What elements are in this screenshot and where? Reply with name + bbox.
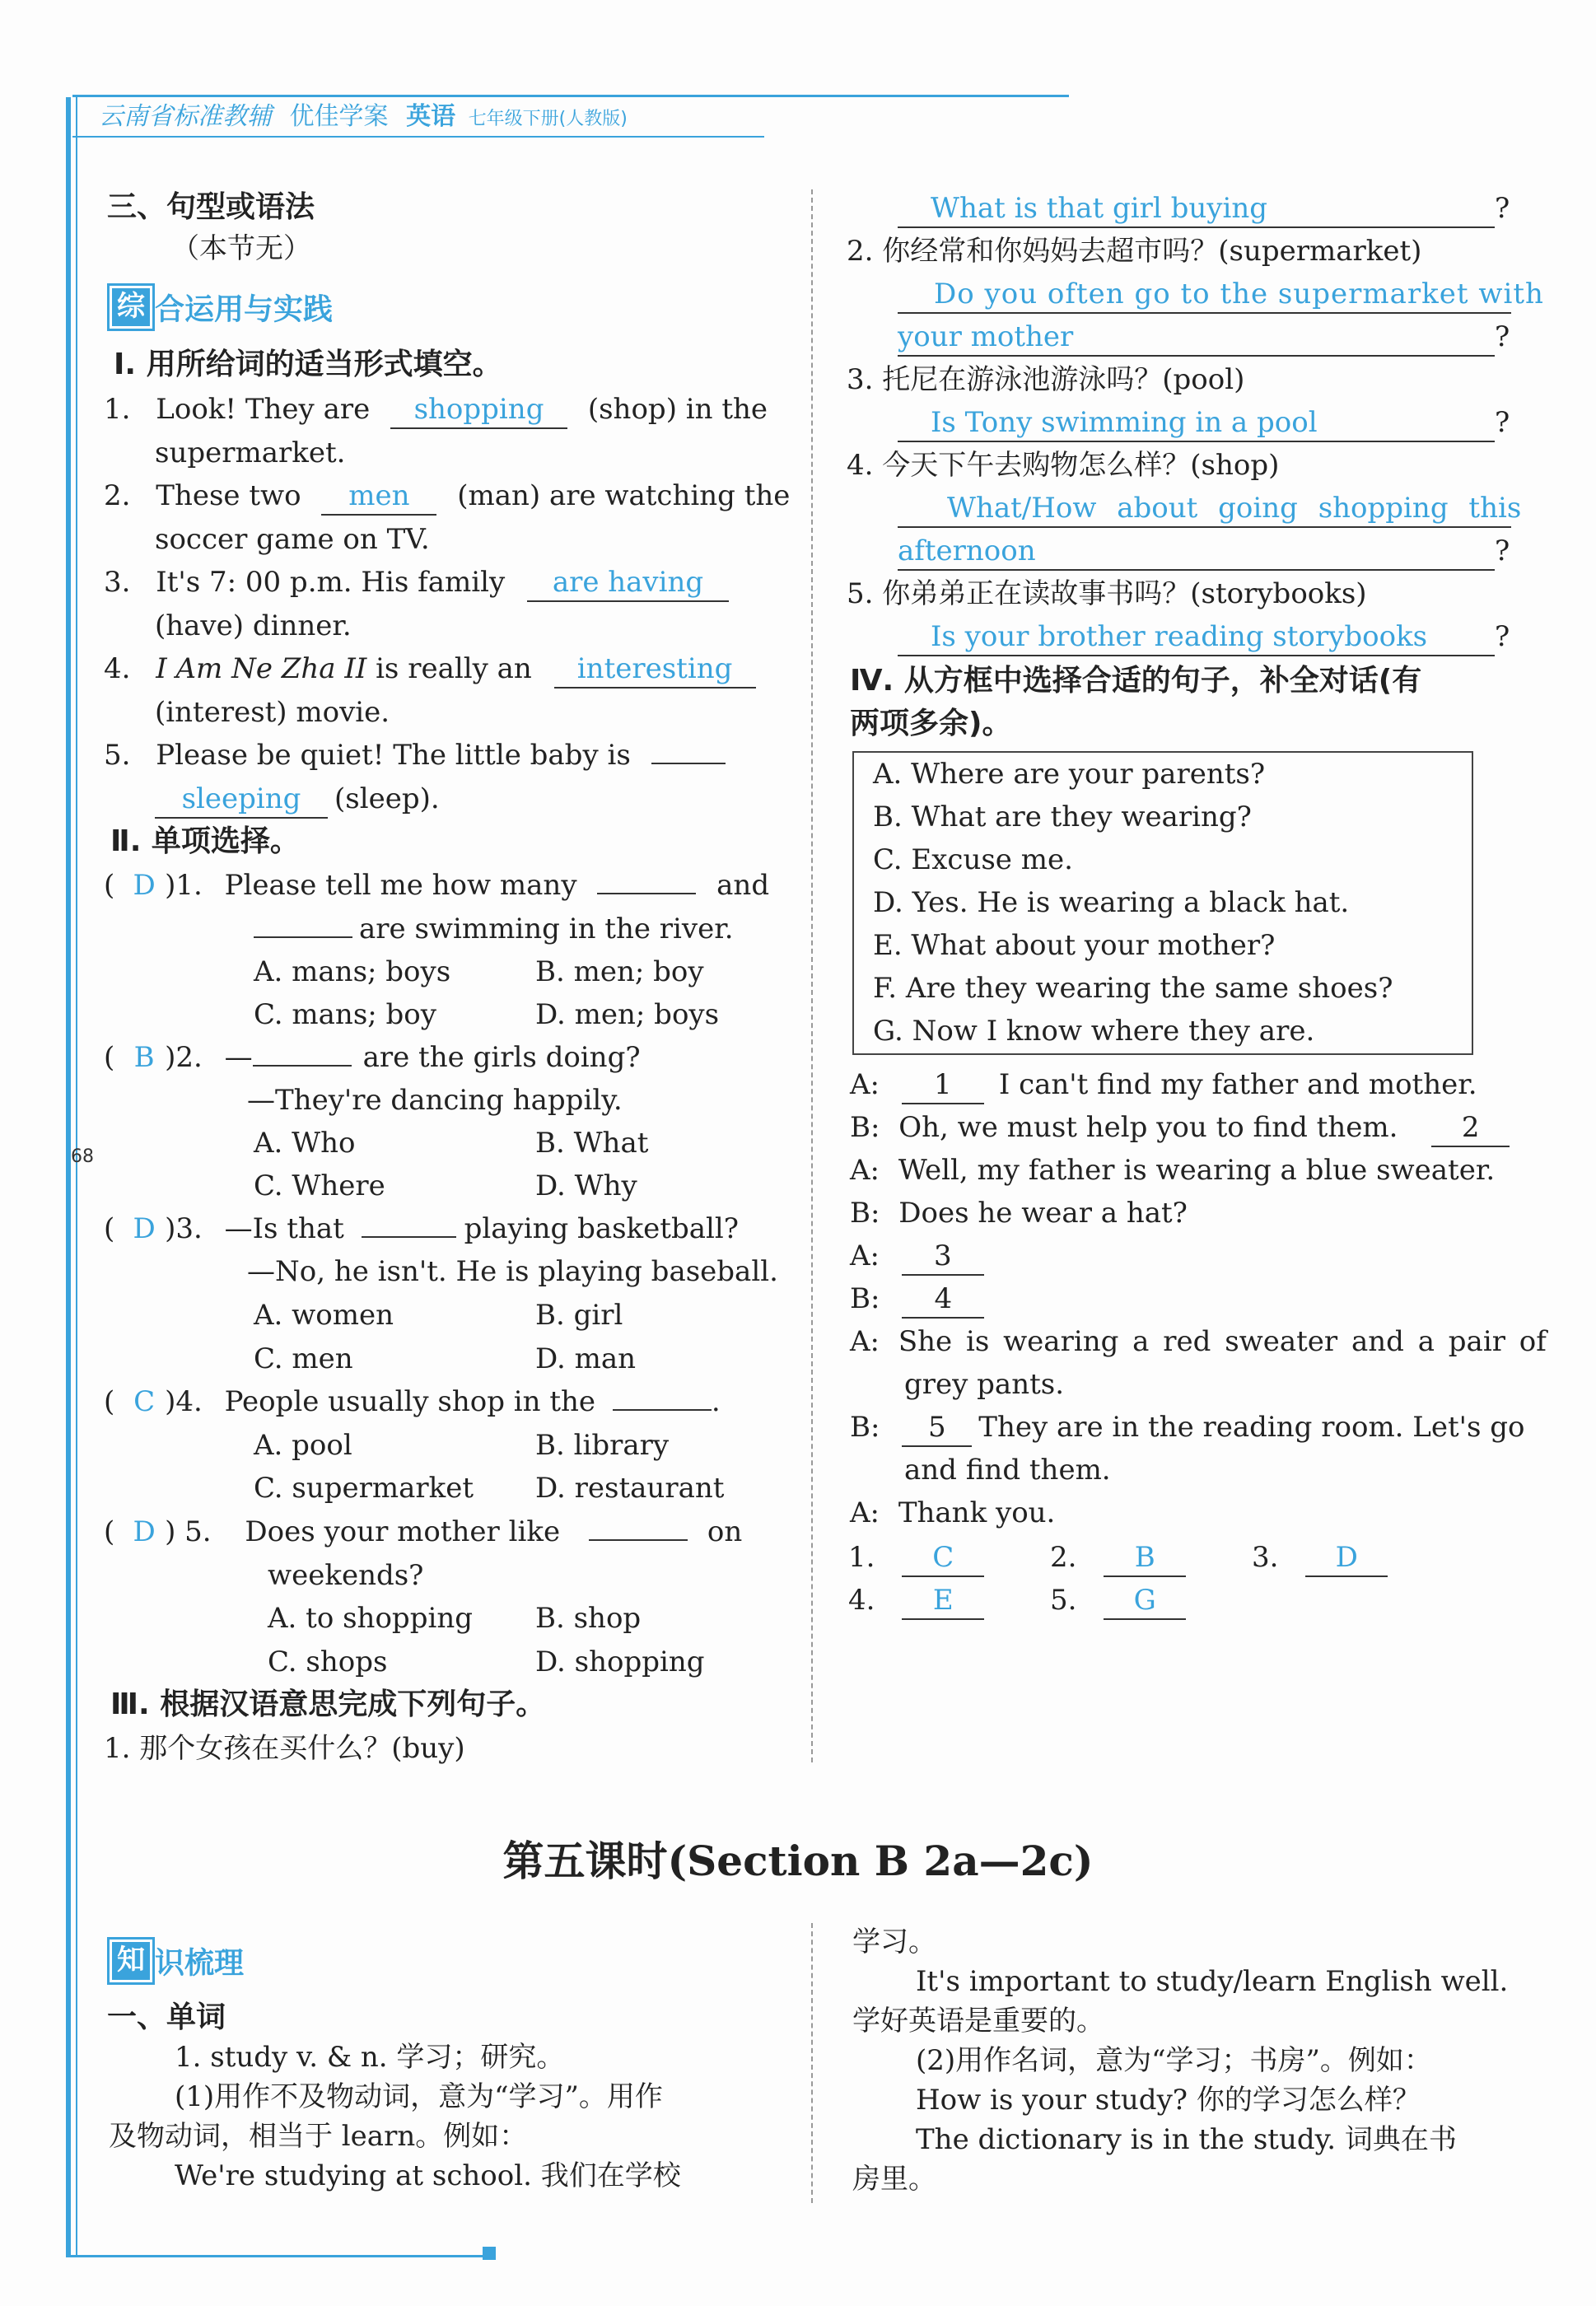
translate-question-1: 1. 那个女孩在买什么？(buy) [104, 1732, 465, 1765]
vocab-right-6: The dictionary is in the study. 词典在书 [916, 2123, 1457, 2156]
answer-key-4: 4. E [848, 1580, 984, 1621]
practice-label: 合运用与实践 [155, 292, 334, 327]
mc-1-option-d: D. men; boys [535, 998, 720, 1031]
dialog-line-6: B: 4 [850, 1278, 984, 1319]
header-brand: 优佳学案 [289, 102, 389, 131]
mc-2-option-d: D. Why [535, 1169, 637, 1202]
page-header [99, 99, 628, 138]
mc-4-option-b: B. library [535, 1429, 670, 1462]
mc-answer-1: D [133, 869, 156, 902]
knowledge-label: 识梳理 [155, 1946, 245, 1981]
vocab-right-1: 学习。 [852, 1926, 936, 1958]
translate-question-5: 5. 你弟弟正在读故事书吗？(storybooks) [847, 577, 1367, 610]
header-rule [72, 95, 1069, 97]
answer-shopping: shopping [390, 391, 567, 429]
translate-question-4: 4. 今天下午去购物怎么样？(shop) [847, 449, 1280, 482]
mc-4-option-a: A. pool [254, 1429, 352, 1462]
fill-question-4-cont: (interest) movie. [155, 696, 390, 729]
mc-3-option-d: D. man [535, 1342, 637, 1375]
answer-are-having: are having [527, 564, 729, 602]
mc-answer-5: D [133, 1515, 156, 1548]
dialog-line-5: A: 3 [850, 1235, 984, 1277]
fill-question-1: 1. Look! They are shopping (shop) in the [104, 389, 768, 430]
fill-question-5-cont: sleeping (sleep). [155, 778, 440, 819]
knowledge-heading [107, 1937, 244, 1985]
vocab-right-3: 学好英语是重要的。 [852, 2005, 1104, 2038]
mc-2-option-a: A. Who [254, 1127, 356, 1160]
dialog-line-8-cont: and find them. [904, 1454, 1111, 1487]
fill-question-3-cont: (have) dinner. [155, 609, 352, 642]
mc-4-option-c: C. supermarket [254, 1472, 474, 1505]
answer-key-5: 5. G [1050, 1580, 1186, 1621]
mc-1-option-a: A. mans; boys [254, 955, 451, 988]
footer-rule [66, 2255, 486, 2257]
dialog-line-4: B: Does he wear a hat? [850, 1197, 1188, 1230]
mc-5-option-b: B. shop [535, 1602, 642, 1635]
translate-answer-5: Is your brother reading storybooks ? [898, 616, 1510, 657]
page-sidebar [66, 97, 71, 2255]
practice-heading [107, 283, 333, 331]
lesson-title: 第五课时(Section B 2a—2c) [502, 1837, 1094, 1885]
mc-answer-2: B [133, 1041, 155, 1074]
mc-question-2: ( B )2. — are the girls doing? [104, 1037, 641, 1078]
dialog-line-8: B: 5 They are in the reading room. Let's go [850, 1407, 1525, 1448]
dialog-line-1: A: 1 I can't find my father and mother. [850, 1064, 1477, 1105]
part1-title: Ⅰ. 用所给词的适当形式填空。 [114, 348, 502, 381]
mc-question-1: ( D )1. Please tell me how many and [104, 865, 769, 906]
part2-title: Ⅱ. 单项选择。 [110, 824, 300, 858]
mc-question-5-cont: weekends? [268, 1559, 424, 1592]
answer-key-1: 1. C [848, 1537, 984, 1578]
mc-question-4: ( C )4. People usually shop in the . [104, 1381, 721, 1422]
answer-sleeping: sleeping [155, 781, 328, 819]
mc-answer-4: C [133, 1385, 156, 1418]
translate-answer-2b: your mother ? [898, 316, 1510, 357]
column-divider [811, 189, 813, 1762]
answer-key-3: 3. D [1252, 1537, 1388, 1578]
vocab-paragraph-2: 及物动词，相当于 learn。例如： [109, 2120, 528, 2153]
part4-title-line2: 两项多余)。 [850, 707, 1012, 740]
header-subject: 英语 [406, 102, 456, 131]
option-f: F. Are they wearing the same shoes? [873, 972, 1393, 1005]
translate-answer-1: What is that girl buying ? [898, 188, 1510, 229]
mc-question-1-cont: are swimming in the river. [254, 908, 734, 950]
mc-3-option-a: A. women [254, 1299, 394, 1332]
mc-question-3: ( D )3. —Is that playing basketball? [104, 1208, 739, 1249]
vocab-right-5: How is your study? 你的学习怎么样？ [916, 2084, 1421, 2117]
mc-4-option-d: D. restaurant [535, 1472, 725, 1505]
page-sidebar-line [76, 97, 77, 2255]
vocab-title: 一、单词 [107, 2000, 226, 2034]
option-a: A. Where are your parents? [873, 758, 1266, 791]
option-g: G. Now I know where they are. [873, 1015, 1315, 1048]
dialog-line-7: A: She is wearing a red sweater and a pair of [850, 1325, 1547, 1358]
fill-question-1-cont: supermarket. [155, 436, 346, 469]
translate-answer-4a: What/How about going shopping this [898, 488, 1511, 529]
section3-title: 三、句型或语法 [107, 190, 315, 224]
option-b: B. What are they wearing? [873, 801, 1252, 833]
translate-question-3: 3. 托尼在游泳池游泳吗？(pool) [847, 363, 1245, 396]
mc-question-2-cont: —They're dancing happily. [247, 1084, 623, 1117]
translate-question-2: 2. 你经常和你妈妈去超市吗？(supermarket) [847, 235, 1422, 268]
vocab-example-1: We're studying at school. 我们在学校 [175, 2159, 681, 2192]
translate-answer-2a: Do you often go to the supermarket with [898, 273, 1511, 315]
fill-question-4: 4. I Am Ne Zha II is really an interesting [104, 648, 756, 689]
header-grade: 七年级下册(人教版) [468, 109, 628, 129]
dialog-line-9: A: Thank you. [850, 1496, 1056, 1529]
mc-5-option-c: C. shops [268, 1645, 388, 1678]
option-d: D. Yes. He is wearing a black hat. [873, 886, 1350, 919]
vocab-paragraph-1: (1)用作不及物动词，意为“学习”。用作 [175, 2080, 663, 2113]
practice-badge: 综 [107, 283, 155, 331]
fill-question-2: 2. These two men (man) are watching the [104, 475, 790, 516]
option-c: C. Excuse me. [873, 843, 1073, 876]
vocab-word-1: 1. study v. & n. 学习；研究。 [175, 2041, 565, 2074]
mc-5-option-a: A. to shopping [268, 1602, 473, 1635]
header-series: 云南省标准教辅 [99, 102, 272, 131]
answer-key-2: 2. B [1050, 1537, 1186, 1578]
mc-5-option-d: D. shopping [535, 1645, 705, 1678]
mc-3-option-c: C. men [254, 1342, 353, 1375]
mc-2-option-b: B. What [535, 1127, 649, 1160]
fill-question-2-cont: soccer game on TV. [155, 523, 430, 556]
option-e: E. What about your mother? [873, 929, 1276, 962]
vocab-right-2: It's important to study/learn English well. [916, 1965, 1509, 1998]
mc-1-option-b: B. men; boy [535, 955, 704, 988]
translate-answer-4b: afternoon ? [898, 530, 1510, 572]
vocab-right-4: (2)用作名词，意为“学习；书房”。例如： [916, 2044, 1432, 2077]
dialog-line-2: B: Oh, we must help you to find them. 2 [850, 1107, 1510, 1148]
mc-question-3-cont: —No, he isn't. He is playing baseball. [247, 1255, 778, 1288]
translate-answer-3: Is Tony swimming in a pool ? [898, 402, 1510, 443]
mc-answer-3: D [133, 1212, 156, 1245]
fill-question-3: 3. It's 7: 00 p.m. His family are having [104, 562, 729, 603]
fill-question-5: 5. Please be quiet! The little baby is [104, 735, 726, 776]
page-number: 68 [71, 1146, 94, 1167]
answer-interesting: interesting [554, 651, 756, 689]
dialog-line-7-cont: grey pants. [904, 1368, 1065, 1401]
part4-title-line1: Ⅳ. 从方框中选择合适的句子，补全对话(有 [850, 664, 1422, 698]
column-divider-lower [811, 1923, 813, 2203]
mc-question-5: ( D ) 5. Does your mother like on [104, 1511, 742, 1552]
knowledge-badge: 知 [107, 1937, 155, 1985]
answer-men: men [321, 478, 436, 516]
part3-title: Ⅲ. 根据汉语意思完成下列句子。 [110, 1687, 546, 1721]
footer-square [483, 2247, 496, 2260]
mc-1-option-c: C. mans; boy [254, 998, 436, 1031]
vocab-right-7: 房里。 [852, 2163, 936, 2196]
mc-3-option-b: B. girl [535, 1299, 623, 1332]
section3-note: （本节无） [171, 232, 311, 265]
mc-2-option-c: C. Where [254, 1169, 385, 1202]
dialog-line-3: A: Well, my father is wearing a blue sweater. [850, 1154, 1496, 1187]
